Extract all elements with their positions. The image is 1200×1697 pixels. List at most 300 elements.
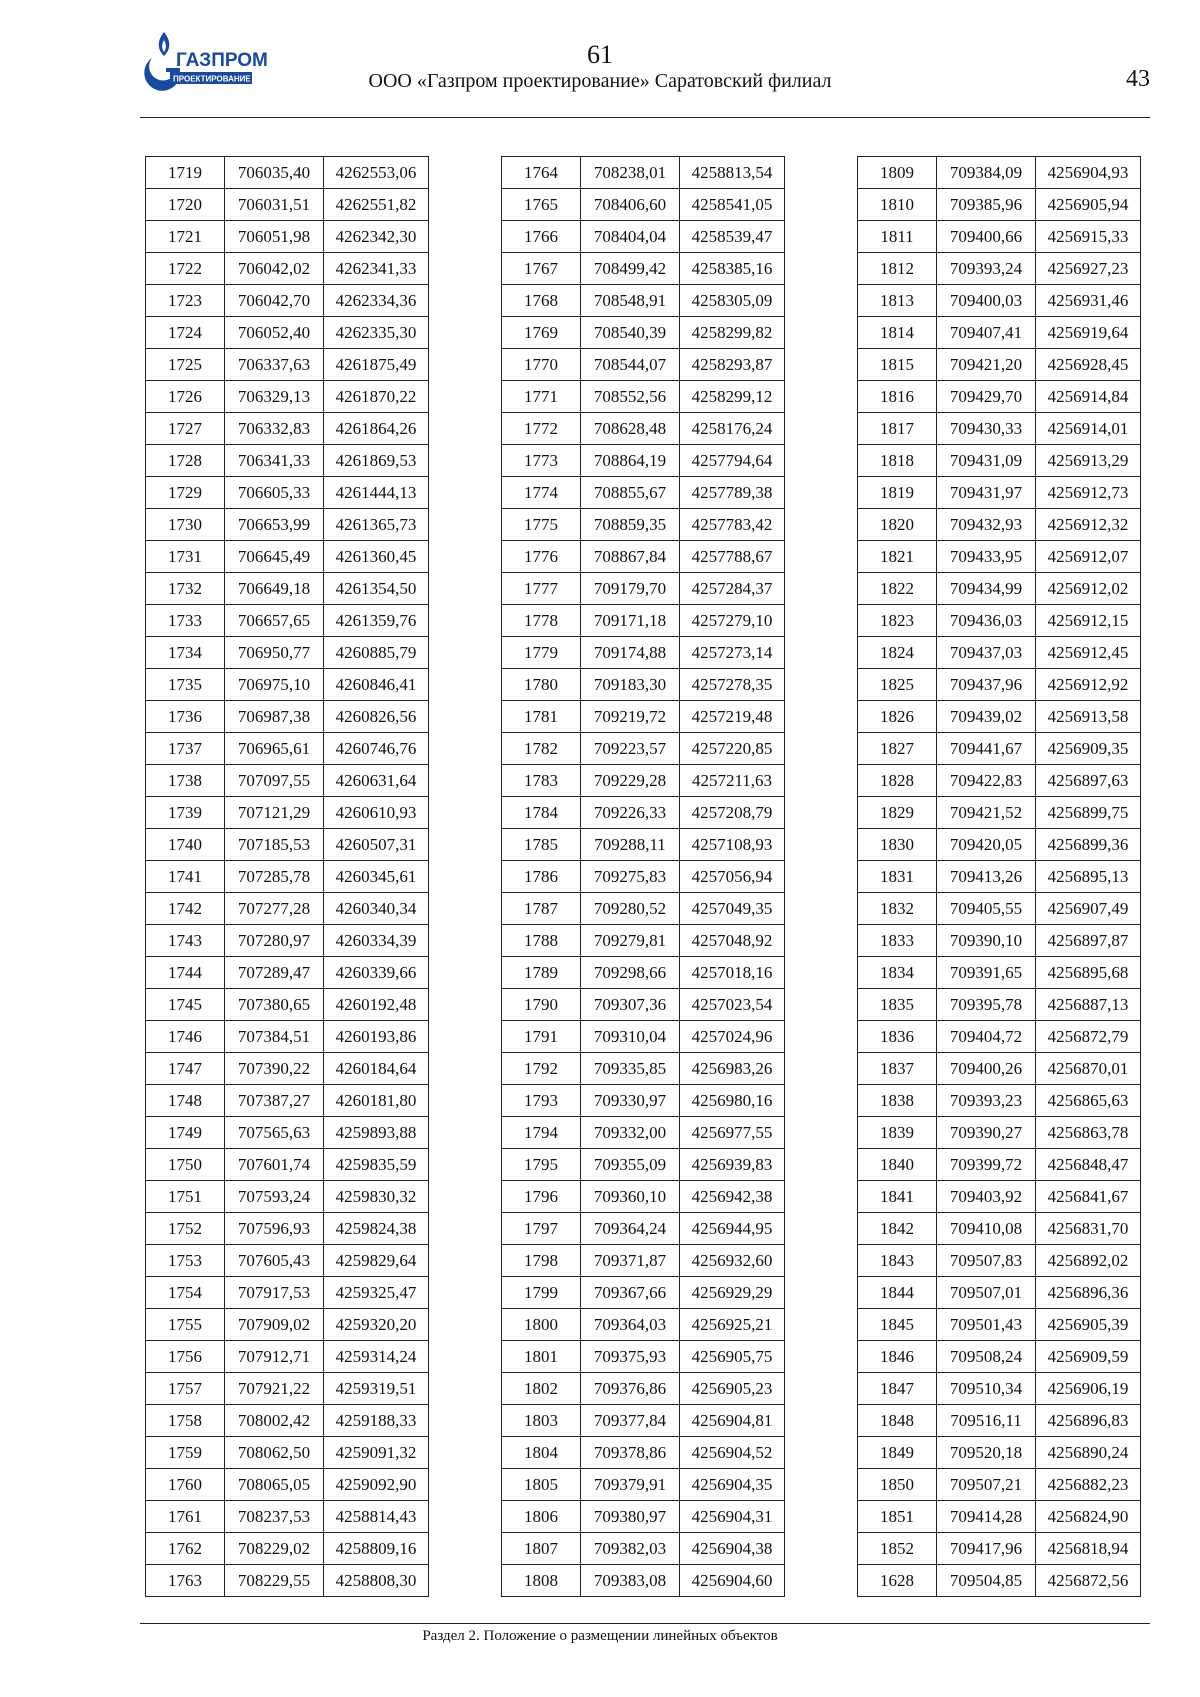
point-number-cell: 1820 (858, 509, 937, 541)
y-coordinate-cell: 4256905,94 (1036, 189, 1141, 221)
y-coordinate-cell: 4260507,31 (324, 829, 429, 861)
table-row (858, 669, 1141, 701)
x-coordinate-cell: 708404,04 (581, 221, 680, 253)
point-number-cell: 1772 (502, 413, 581, 445)
table-row (858, 989, 1141, 1021)
point-number-cell: 1805 (502, 1469, 581, 1501)
x-coordinate-cell: 708855,67 (581, 477, 680, 509)
y-coordinate-cell: 4256882,23 (1036, 1469, 1141, 1501)
x-coordinate-cell: 709280,52 (581, 893, 680, 925)
table-row (858, 1437, 1141, 1469)
y-coordinate-cell: 4256905,39 (1036, 1309, 1141, 1341)
table-row (146, 1181, 429, 1213)
table-row (146, 1117, 429, 1149)
table-row (858, 1309, 1141, 1341)
x-coordinate-cell: 709501,43 (937, 1309, 1036, 1341)
point-number-cell: 1839 (858, 1117, 937, 1149)
y-coordinate-cell: 4256904,93 (1036, 157, 1141, 189)
point-number-cell: 1733 (146, 605, 225, 637)
y-coordinate-cell: 4257219,48 (680, 701, 785, 733)
point-number-cell: 1763 (146, 1565, 225, 1597)
x-coordinate-cell: 709288,11 (581, 829, 680, 861)
point-number-cell: 1851 (858, 1501, 937, 1533)
x-coordinate-cell: 709229,28 (581, 765, 680, 797)
y-coordinate-cell: 4256896,83 (1036, 1405, 1141, 1437)
x-coordinate-cell: 709516,11 (937, 1405, 1036, 1437)
point-number-cell: 1766 (502, 221, 581, 253)
point-number-cell: 1783 (502, 765, 581, 797)
table-row (858, 1117, 1141, 1149)
point-number-cell: 1842 (858, 1213, 937, 1245)
y-coordinate-cell: 4260181,80 (324, 1085, 429, 1117)
x-coordinate-cell: 707912,71 (225, 1341, 324, 1373)
table-row (146, 157, 429, 189)
coordinates-table-1 (145, 156, 429, 1597)
x-coordinate-cell: 707097,55 (225, 765, 324, 797)
table-row (858, 1245, 1141, 1277)
y-coordinate-cell: 4260192,48 (324, 989, 429, 1021)
point-number-cell: 1771 (502, 381, 581, 413)
x-coordinate-cell: 707565,63 (225, 1117, 324, 1149)
point-number-cell: 1812 (858, 253, 937, 285)
x-coordinate-cell: 709307,36 (581, 989, 680, 1021)
point-number-cell: 1756 (146, 1341, 225, 1373)
table-row (858, 1469, 1141, 1501)
table-row (858, 477, 1141, 509)
y-coordinate-cell: 4261360,45 (324, 541, 429, 573)
y-coordinate-cell: 4257211,63 (680, 765, 785, 797)
table-row (858, 701, 1141, 733)
x-coordinate-cell: 709434,99 (937, 573, 1036, 605)
x-coordinate-cell: 708548,91 (581, 285, 680, 317)
point-number-cell: 1768 (502, 285, 581, 317)
table-row (502, 1021, 785, 1053)
point-number-cell: 1852 (858, 1533, 937, 1565)
point-number-cell: 1829 (858, 797, 937, 829)
y-coordinate-cell: 4258541,05 (680, 189, 785, 221)
y-coordinate-cell: 4257023,54 (680, 989, 785, 1021)
y-coordinate-cell: 4256895,68 (1036, 957, 1141, 989)
point-number-cell: 1775 (502, 509, 581, 541)
y-coordinate-cell: 4256904,52 (680, 1437, 785, 1469)
x-coordinate-cell: 708867,84 (581, 541, 680, 573)
x-coordinate-cell: 709367,66 (581, 1277, 680, 1309)
y-coordinate-cell: 4256907,49 (1036, 893, 1141, 925)
x-coordinate-cell: 706042,02 (225, 253, 324, 285)
table-row (502, 1437, 785, 1469)
y-coordinate-cell: 4258299,82 (680, 317, 785, 349)
point-number-cell: 1743 (146, 925, 225, 957)
y-coordinate-cell: 4256931,46 (1036, 285, 1141, 317)
x-coordinate-cell: 706653,99 (225, 509, 324, 541)
point-number-cell: 1726 (146, 381, 225, 413)
x-coordinate-cell: 709420,05 (937, 829, 1036, 861)
table-row (502, 669, 785, 701)
x-coordinate-cell: 709439,02 (937, 701, 1036, 733)
point-number-cell: 1841 (858, 1181, 937, 1213)
table-row (858, 221, 1141, 253)
table-row (858, 829, 1141, 861)
x-coordinate-cell: 708002,42 (225, 1405, 324, 1437)
table-row (858, 1341, 1141, 1373)
y-coordinate-cell: 4256929,29 (680, 1277, 785, 1309)
x-coordinate-cell: 707121,29 (225, 797, 324, 829)
point-number-cell: 1744 (146, 957, 225, 989)
table-row (146, 1437, 429, 1469)
y-coordinate-cell: 4258293,87 (680, 349, 785, 381)
point-number-cell: 1809 (858, 157, 937, 189)
page-number-top: 61 (587, 40, 613, 69)
x-coordinate-cell: 707596,93 (225, 1213, 324, 1245)
point-number-cell: 1741 (146, 861, 225, 893)
x-coordinate-cell: 709431,97 (937, 477, 1036, 509)
x-coordinate-cell: 709279,81 (581, 925, 680, 957)
y-coordinate-cell: 4256841,67 (1036, 1181, 1141, 1213)
x-coordinate-cell: 709382,03 (581, 1533, 680, 1565)
y-coordinate-cell: 4256919,64 (1036, 317, 1141, 349)
point-number-cell: 1784 (502, 797, 581, 829)
table-row (146, 349, 429, 381)
point-number-cell: 1773 (502, 445, 581, 477)
x-coordinate-cell: 707605,43 (225, 1245, 324, 1277)
y-coordinate-cell: 4256913,58 (1036, 701, 1141, 733)
point-number-cell: 1814 (858, 317, 937, 349)
x-coordinate-cell: 708062,50 (225, 1437, 324, 1469)
x-coordinate-cell: 709414,28 (937, 1501, 1036, 1533)
y-coordinate-cell: 4259893,88 (324, 1117, 429, 1149)
x-coordinate-cell: 709393,24 (937, 253, 1036, 285)
point-number-cell: 1757 (146, 1373, 225, 1405)
table-row (858, 349, 1141, 381)
x-coordinate-cell: 709400,26 (937, 1053, 1036, 1085)
table-row (146, 765, 429, 797)
table-row (858, 1277, 1141, 1309)
x-coordinate-cell: 709403,92 (937, 1181, 1036, 1213)
table-row (502, 509, 785, 541)
table-row (858, 1405, 1141, 1437)
y-coordinate-cell: 4257278,35 (680, 669, 785, 701)
y-coordinate-cell: 4256915,33 (1036, 221, 1141, 253)
point-number-cell: 1785 (502, 829, 581, 861)
x-coordinate-cell: 708540,39 (581, 317, 680, 349)
y-coordinate-cell: 4262334,36 (324, 285, 429, 317)
footer-divider (140, 1623, 1150, 1624)
y-coordinate-cell: 4256899,36 (1036, 829, 1141, 861)
table-row (146, 445, 429, 477)
x-coordinate-cell: 709437,96 (937, 669, 1036, 701)
point-number-cell: 1840 (858, 1149, 937, 1181)
y-coordinate-cell: 4260746,76 (324, 733, 429, 765)
x-coordinate-cell: 709385,96 (937, 189, 1036, 221)
table-row (858, 765, 1141, 797)
x-coordinate-cell: 707289,47 (225, 957, 324, 989)
table-row (146, 893, 429, 925)
x-coordinate-cell: 709417,96 (937, 1533, 1036, 1565)
x-coordinate-cell: 709360,10 (581, 1181, 680, 1213)
table-row (146, 989, 429, 1021)
point-number-cell: 1755 (146, 1309, 225, 1341)
point-number-cell: 1806 (502, 1501, 581, 1533)
x-coordinate-cell: 706035,40 (225, 157, 324, 189)
y-coordinate-cell: 4256914,84 (1036, 381, 1141, 413)
point-number-cell: 1815 (858, 349, 937, 381)
x-coordinate-cell: 709226,33 (581, 797, 680, 829)
point-number-cell: 1746 (146, 1021, 225, 1053)
y-coordinate-cell: 4257788,67 (680, 541, 785, 573)
x-coordinate-cell: 709375,93 (581, 1341, 680, 1373)
y-coordinate-cell: 4256897,87 (1036, 925, 1141, 957)
y-coordinate-cell: 4259320,20 (324, 1309, 429, 1341)
point-number-cell: 1826 (858, 701, 937, 733)
point-number-cell: 1848 (858, 1405, 937, 1437)
x-coordinate-cell: 706337,63 (225, 349, 324, 381)
table-row (146, 1053, 429, 1085)
x-coordinate-cell: 707380,65 (225, 989, 324, 1021)
y-coordinate-cell: 4260885,79 (324, 637, 429, 669)
y-coordinate-cell: 4258808,30 (324, 1565, 429, 1597)
table-row (858, 157, 1141, 189)
point-number-cell: 1800 (502, 1309, 581, 1341)
table-row (146, 1405, 429, 1437)
x-coordinate-cell: 709407,41 (937, 317, 1036, 349)
table-row (146, 605, 429, 637)
point-number-cell: 1759 (146, 1437, 225, 1469)
point-number-cell: 1798 (502, 1245, 581, 1277)
table-row (858, 1085, 1141, 1117)
point-number-cell: 1803 (502, 1405, 581, 1437)
point-number-cell: 1767 (502, 253, 581, 285)
x-coordinate-cell: 709520,18 (937, 1437, 1036, 1469)
y-coordinate-cell: 4261875,49 (324, 349, 429, 381)
table-row (146, 701, 429, 733)
table-row (502, 1053, 785, 1085)
table-row (502, 1341, 785, 1373)
y-coordinate-cell: 4260193,86 (324, 1021, 429, 1053)
x-coordinate-cell: 709335,85 (581, 1053, 680, 1085)
x-coordinate-cell: 706987,38 (225, 701, 324, 733)
y-coordinate-cell: 4258305,09 (680, 285, 785, 317)
table-row (146, 1085, 429, 1117)
y-coordinate-cell: 4256895,13 (1036, 861, 1141, 893)
x-coordinate-cell: 709507,83 (937, 1245, 1036, 1277)
point-number-cell: 1831 (858, 861, 937, 893)
point-number-cell: 1723 (146, 285, 225, 317)
y-coordinate-cell: 4260334,39 (324, 925, 429, 957)
table-row (858, 541, 1141, 573)
point-number-cell: 1792 (502, 1053, 581, 1085)
x-coordinate-cell: 709395,78 (937, 989, 1036, 1021)
x-coordinate-cell: 709400,66 (937, 221, 1036, 253)
point-number-cell: 1781 (502, 701, 581, 733)
x-coordinate-cell: 709429,70 (937, 381, 1036, 413)
y-coordinate-cell: 4256939,83 (680, 1149, 785, 1181)
x-coordinate-cell: 709437,03 (937, 637, 1036, 669)
x-coordinate-cell: 708552,56 (581, 381, 680, 413)
point-number-cell: 1765 (502, 189, 581, 221)
table-row (502, 989, 785, 1021)
x-coordinate-cell: 706645,49 (225, 541, 324, 573)
table-row (146, 829, 429, 861)
table-row (502, 637, 785, 669)
y-coordinate-cell: 4259314,24 (324, 1341, 429, 1373)
point-number-cell: 1793 (502, 1085, 581, 1117)
table-row (146, 1565, 429, 1597)
table-row (146, 573, 429, 605)
x-coordinate-cell: 709377,84 (581, 1405, 680, 1437)
table-row (858, 733, 1141, 765)
y-coordinate-cell: 4256932,60 (680, 1245, 785, 1277)
point-number-cell: 1727 (146, 413, 225, 445)
point-number-cell: 1769 (502, 317, 581, 349)
point-number-cell: 1740 (146, 829, 225, 861)
x-coordinate-cell: 709436,03 (937, 605, 1036, 637)
point-number-cell: 1801 (502, 1341, 581, 1373)
y-coordinate-cell: 4256927,23 (1036, 253, 1141, 285)
point-number-cell: 1833 (858, 925, 937, 957)
x-coordinate-cell: 709413,26 (937, 861, 1036, 893)
point-number-cell: 1836 (858, 1021, 937, 1053)
x-coordinate-cell: 708229,55 (225, 1565, 324, 1597)
table-row (858, 797, 1141, 829)
coordinates-table-3 (857, 156, 1141, 1597)
x-coordinate-cell: 706657,65 (225, 605, 324, 637)
x-coordinate-cell: 709355,09 (581, 1149, 680, 1181)
point-number-cell: 1762 (146, 1533, 225, 1565)
point-number-cell: 1738 (146, 765, 225, 797)
table-row (502, 861, 785, 893)
y-coordinate-cell: 4257108,93 (680, 829, 785, 861)
y-coordinate-cell: 4256942,38 (680, 1181, 785, 1213)
y-coordinate-cell: 4256890,24 (1036, 1437, 1141, 1469)
y-coordinate-cell: 4259824,38 (324, 1213, 429, 1245)
y-coordinate-cell: 4256912,32 (1036, 509, 1141, 541)
point-number-cell: 1816 (858, 381, 937, 413)
y-coordinate-cell: 4259829,64 (324, 1245, 429, 1277)
table-row (146, 1533, 429, 1565)
logo-wordmark: ГАЗПРОМ (176, 50, 268, 71)
x-coordinate-cell: 709183,30 (581, 669, 680, 701)
x-coordinate-cell: 707387,27 (225, 1085, 324, 1117)
y-coordinate-cell: 4258176,24 (680, 413, 785, 445)
y-coordinate-cell: 4261869,53 (324, 445, 429, 477)
table-row (146, 861, 429, 893)
point-number-cell: 1735 (146, 669, 225, 701)
x-coordinate-cell: 709364,03 (581, 1309, 680, 1341)
y-coordinate-cell: 4256912,15 (1036, 605, 1141, 637)
table-row (146, 509, 429, 541)
y-coordinate-cell: 4259319,51 (324, 1373, 429, 1405)
point-number-cell: 1821 (858, 541, 937, 573)
y-coordinate-cell: 4256983,26 (680, 1053, 785, 1085)
table-row (858, 957, 1141, 989)
y-coordinate-cell: 4256897,63 (1036, 765, 1141, 797)
point-number-cell: 1845 (858, 1309, 937, 1341)
y-coordinate-cell: 4262342,30 (324, 221, 429, 253)
y-coordinate-cell: 4256872,56 (1036, 1565, 1141, 1597)
y-coordinate-cell: 4259830,32 (324, 1181, 429, 1213)
table-row (146, 253, 429, 285)
point-number-cell: 1734 (146, 637, 225, 669)
y-coordinate-cell: 4257024,96 (680, 1021, 785, 1053)
point-number-cell: 1824 (858, 637, 937, 669)
y-coordinate-cell: 4256925,21 (680, 1309, 785, 1341)
y-coordinate-cell: 4256872,79 (1036, 1021, 1141, 1053)
point-number-cell: 1747 (146, 1053, 225, 1085)
table-row (502, 605, 785, 637)
table-row (502, 1309, 785, 1341)
point-number-cell: 1843 (858, 1245, 937, 1277)
point-number-cell: 1760 (146, 1469, 225, 1501)
table-row (858, 317, 1141, 349)
table-row (502, 189, 785, 221)
point-number-cell: 1799 (502, 1277, 581, 1309)
x-coordinate-cell: 709380,97 (581, 1501, 680, 1533)
point-number-cell: 1764 (502, 157, 581, 189)
point-number-cell: 1782 (502, 733, 581, 765)
table-row (146, 1469, 429, 1501)
y-coordinate-cell: 4256904,38 (680, 1533, 785, 1565)
point-number-cell: 1808 (502, 1565, 581, 1597)
table-row (502, 1373, 785, 1405)
table-row (146, 285, 429, 317)
point-number-cell: 1719 (146, 157, 225, 189)
point-number-cell: 1732 (146, 573, 225, 605)
x-coordinate-cell: 708499,42 (581, 253, 680, 285)
table-row (146, 1149, 429, 1181)
y-coordinate-cell: 4259835,59 (324, 1149, 429, 1181)
x-coordinate-cell: 707185,53 (225, 829, 324, 861)
table-row (502, 221, 785, 253)
point-number-cell: 1779 (502, 637, 581, 669)
x-coordinate-cell: 709404,72 (937, 1021, 1036, 1053)
y-coordinate-cell: 4256944,95 (680, 1213, 785, 1245)
table-row (858, 1053, 1141, 1085)
table-row (502, 573, 785, 605)
y-coordinate-cell: 4256887,13 (1036, 989, 1141, 1021)
y-coordinate-cell: 4256831,70 (1036, 1213, 1141, 1245)
table-row (146, 413, 429, 445)
y-coordinate-cell: 4259325,47 (324, 1277, 429, 1309)
point-number-cell: 1794 (502, 1117, 581, 1149)
x-coordinate-cell: 706950,77 (225, 637, 324, 669)
x-coordinate-cell: 709379,91 (581, 1469, 680, 1501)
x-coordinate-cell: 706332,83 (225, 413, 324, 445)
x-coordinate-cell: 709422,83 (937, 765, 1036, 797)
point-number-cell: 1786 (502, 861, 581, 893)
x-coordinate-cell: 707280,97 (225, 925, 324, 957)
table-row (502, 381, 785, 413)
point-number-cell: 1749 (146, 1117, 225, 1149)
x-coordinate-cell: 709410,08 (937, 1213, 1036, 1245)
table-row (146, 221, 429, 253)
y-coordinate-cell: 4257273,14 (680, 637, 785, 669)
table-row (146, 317, 429, 349)
header-divider (140, 117, 1150, 118)
x-coordinate-cell: 709432,93 (937, 509, 1036, 541)
point-number-cell: 1745 (146, 989, 225, 1021)
table-row (858, 1533, 1141, 1565)
table-row (146, 541, 429, 573)
y-coordinate-cell: 4256848,47 (1036, 1149, 1141, 1181)
point-number-cell: 1791 (502, 1021, 581, 1053)
x-coordinate-cell: 708237,53 (225, 1501, 324, 1533)
x-coordinate-cell: 709421,20 (937, 349, 1036, 381)
y-coordinate-cell: 4261864,26 (324, 413, 429, 445)
y-coordinate-cell: 4256980,16 (680, 1085, 785, 1117)
point-number-cell: 1725 (146, 349, 225, 381)
x-coordinate-cell: 707384,51 (225, 1021, 324, 1053)
table-row (502, 829, 785, 861)
